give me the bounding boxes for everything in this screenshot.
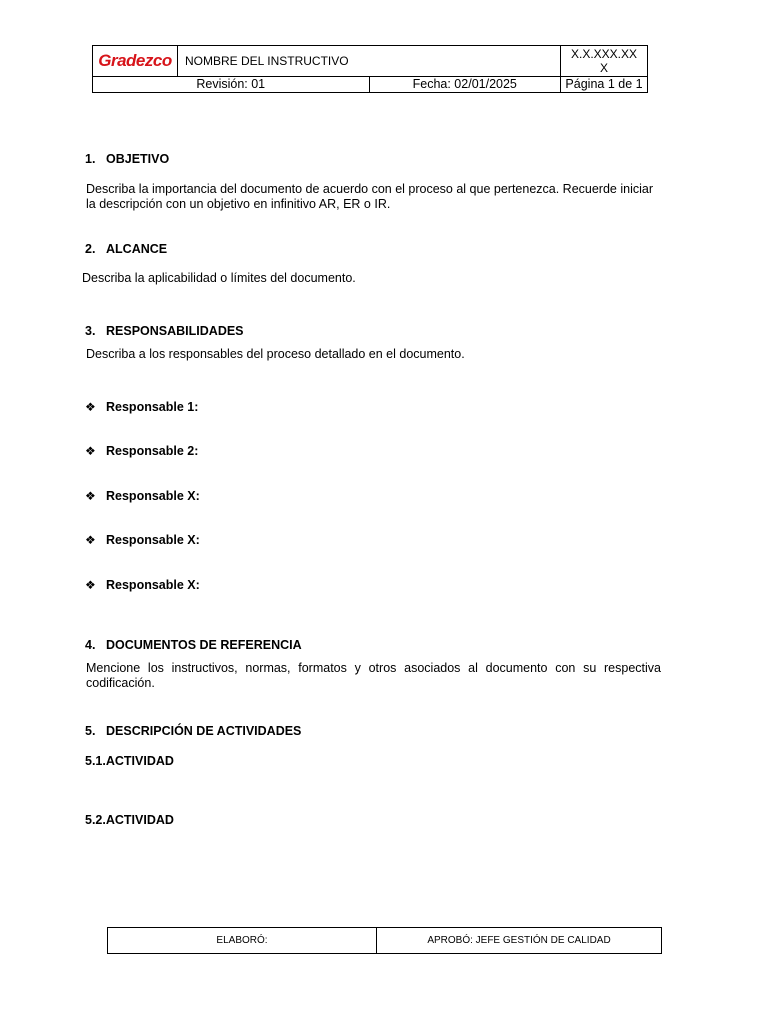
subsection-5-1-heading: 5.1.ACTIVIDAD xyxy=(85,754,174,768)
document-code-line2: X xyxy=(599,61,608,75)
section-2-text: Describa la aplicabilidad o límites del documento. xyxy=(82,271,356,285)
section-3-heading xyxy=(85,324,244,338)
section-number: 3. xyxy=(85,324,96,338)
section-number: 5. xyxy=(85,724,96,738)
section-number: 4. xyxy=(85,638,96,652)
responsable-item xyxy=(85,444,198,458)
responsable-item xyxy=(85,578,200,592)
diamond-bullet-icon: ❖ xyxy=(85,533,96,547)
elaboro-cell: ELABORÓ: xyxy=(108,928,377,954)
section-2-heading xyxy=(85,242,167,256)
section-number: 1. xyxy=(85,152,96,166)
section-title: ALCANCE xyxy=(106,242,168,256)
revision-cell: Revisión: 01 xyxy=(93,77,370,93)
diamond-bullet-icon: ❖ xyxy=(85,444,96,458)
diamond-bullet-icon: ❖ xyxy=(85,400,96,414)
responsable-label: Responsable X: xyxy=(106,489,200,503)
section-4-heading xyxy=(85,638,302,652)
section-1-heading xyxy=(85,152,169,166)
section-3-text: Describa a los responsables del proceso detallado en el documento. xyxy=(86,347,465,361)
section-title: OBJETIVO xyxy=(106,152,170,166)
aprobo-cell: APROBÓ: JEFE GESTIÓN DE CALIDAD xyxy=(377,928,662,954)
section-5-heading xyxy=(85,724,301,738)
diamond-bullet-icon: ❖ xyxy=(85,489,96,503)
responsable-item xyxy=(85,533,200,547)
section-title: DOCUMENTOS DE REFERENCIA xyxy=(106,638,302,652)
document-code xyxy=(561,46,648,77)
responsable-label: Responsable 1: xyxy=(106,400,199,414)
responsable-label: Responsable 2: xyxy=(106,444,199,458)
document-title: NOMBRE DEL INSTRUCTIVO xyxy=(178,46,561,77)
logo-cell xyxy=(93,46,178,77)
responsable-item xyxy=(85,489,200,503)
date-cell: Fecha: 02/01/2025 xyxy=(369,77,561,93)
section-1-text: Describa la importancia del documento de acuerdo con el proceso al que pertenezca. Recuerde iniciar la descripción con un objetivo en infinitivo AR, ER o IR. xyxy=(86,182,653,211)
page-cell: Página 1 de 1 xyxy=(561,77,648,93)
section-number: 2. xyxy=(85,242,96,256)
document-header xyxy=(92,45,648,94)
document-code-line1: X.X.XXX.XX xyxy=(570,47,638,61)
company-logo: Gradezco xyxy=(98,51,172,70)
responsable-label: Responsable X: xyxy=(106,578,200,592)
subsection-5-2-heading: 5.2.ACTIVIDAD xyxy=(85,813,174,827)
section-title: DESCRIPCIÓN DE ACTIVIDADES xyxy=(106,724,302,738)
diamond-bullet-icon: ❖ xyxy=(85,578,96,592)
signature-table xyxy=(107,927,662,954)
responsable-item xyxy=(85,400,198,414)
section-title: RESPONSABILIDADES xyxy=(106,324,244,338)
responsable-label: Responsable X: xyxy=(106,533,200,547)
section-4-text: Mencione los instructivos, normas, formatos y otros asociados al documento con su respectiva codificación. xyxy=(86,661,661,690)
